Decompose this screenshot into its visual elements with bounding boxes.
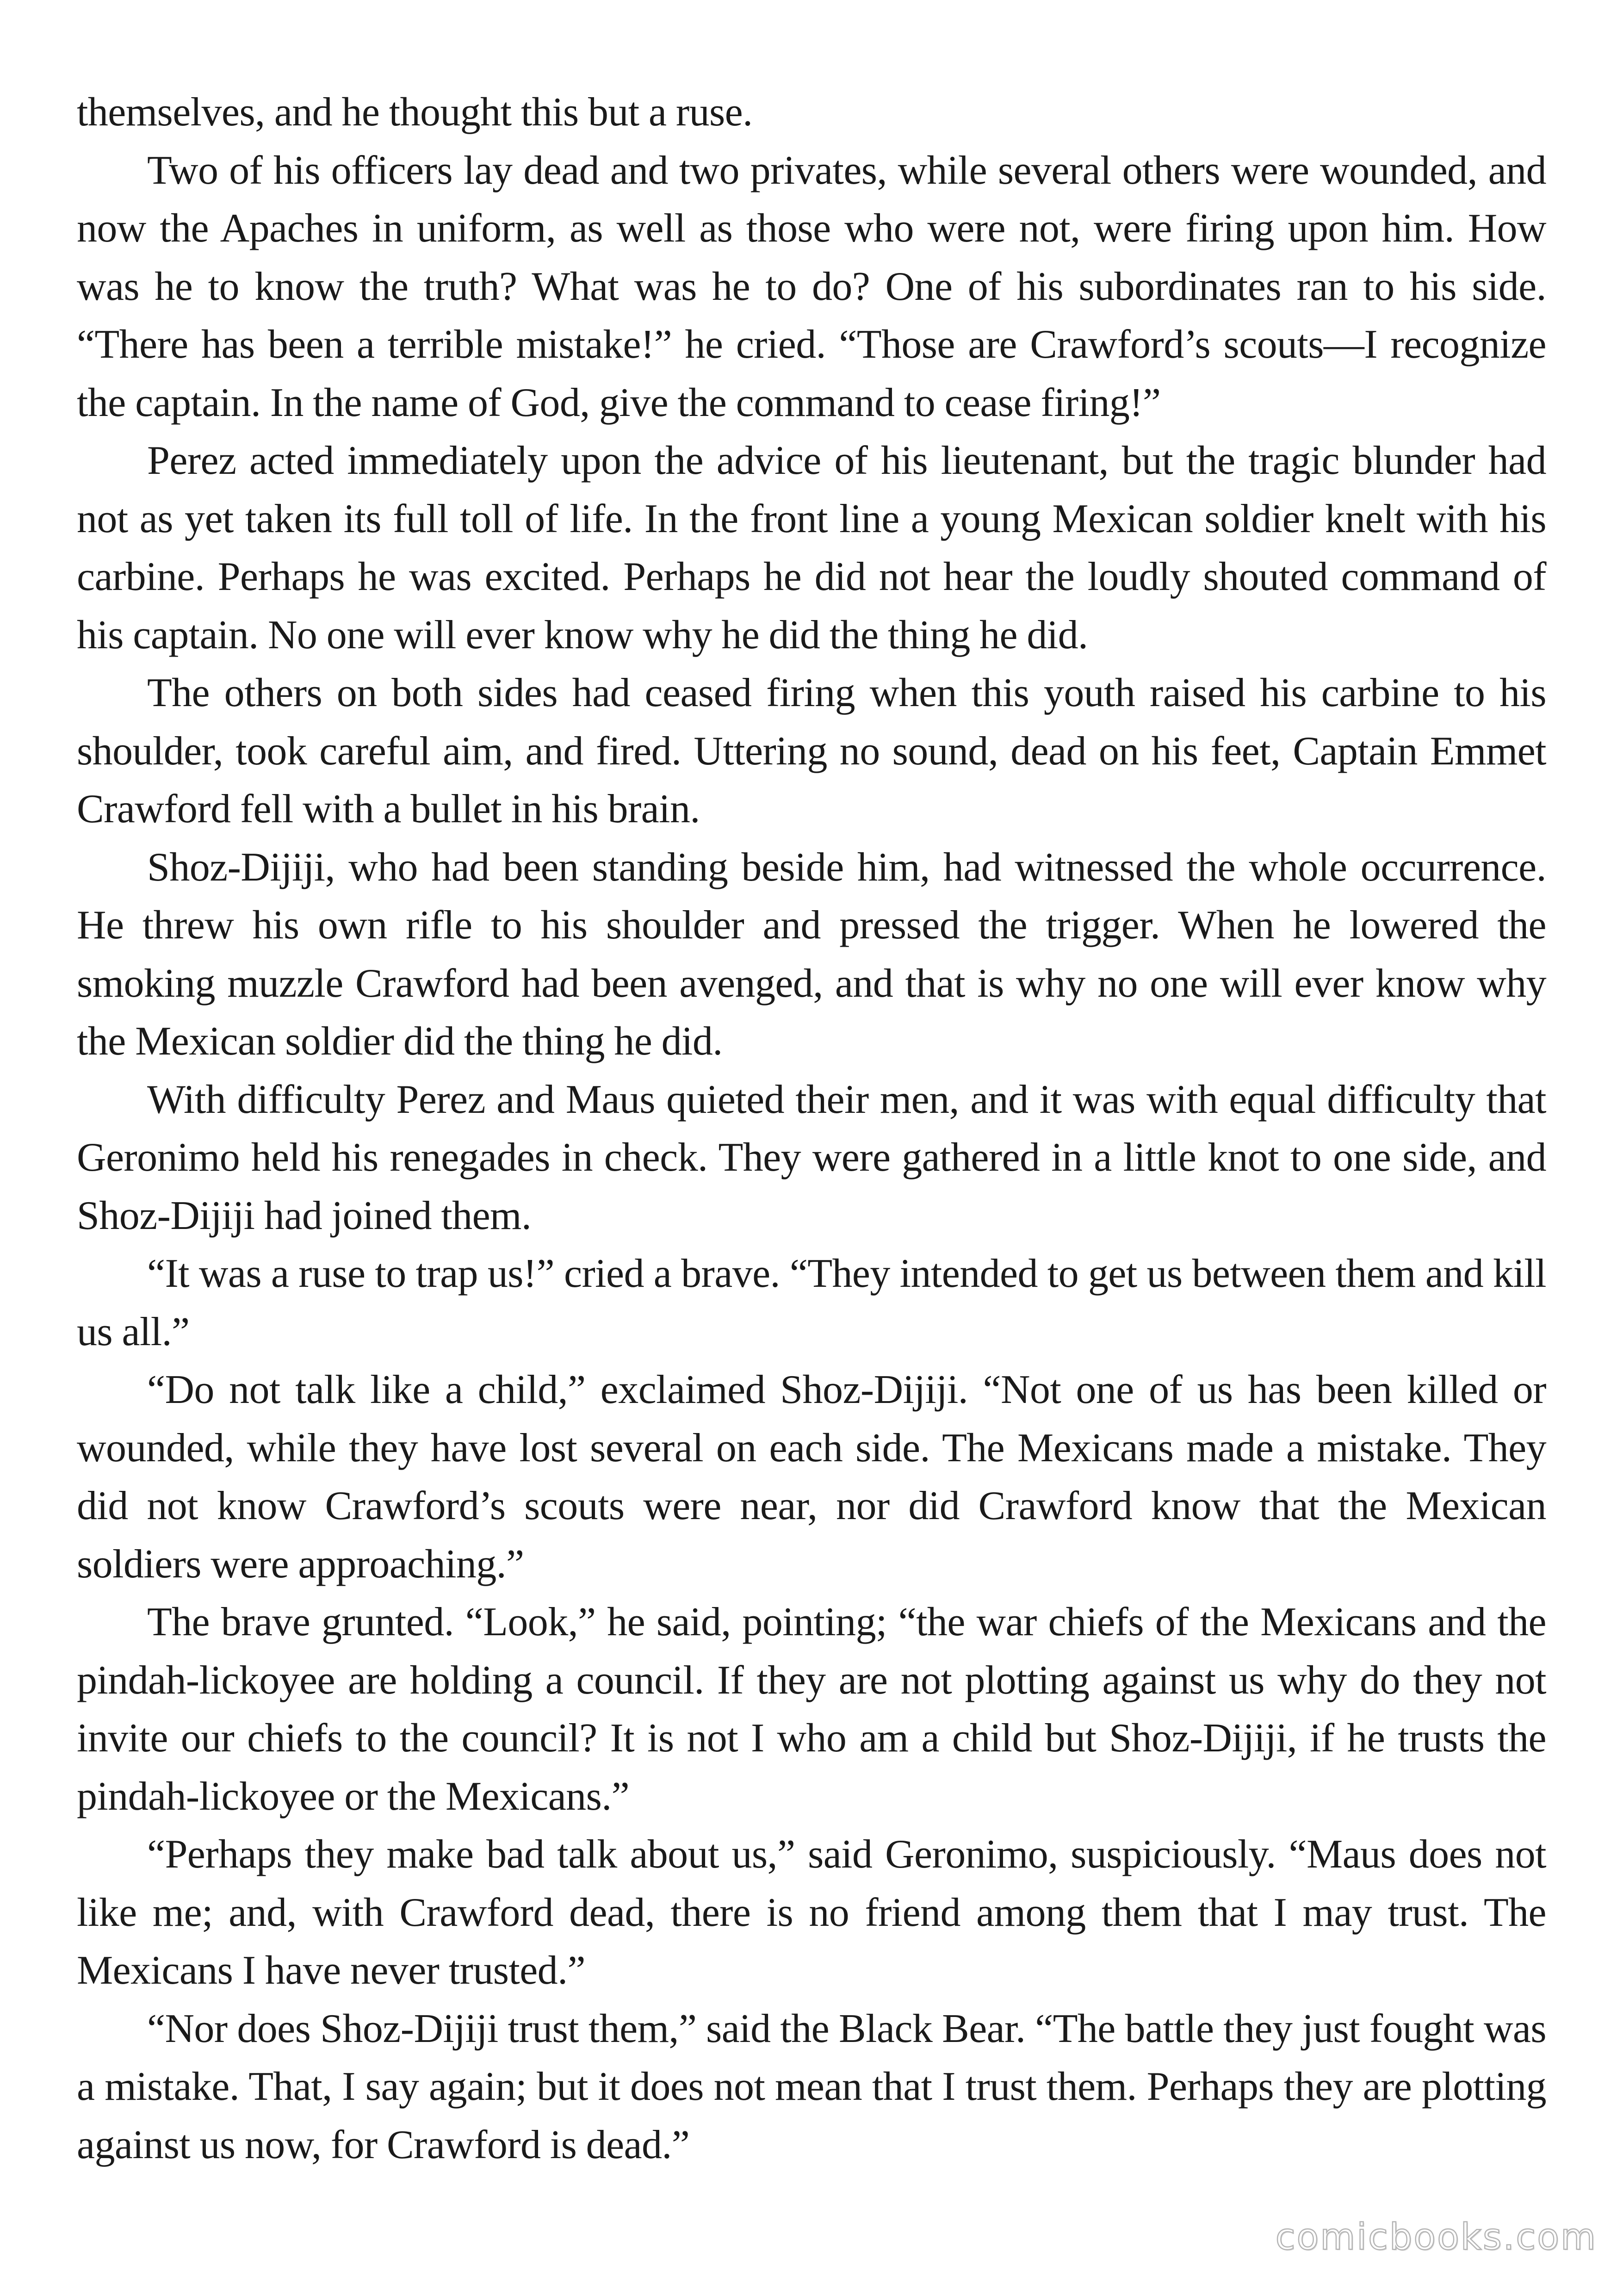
page-body — [77, 83, 1546, 2174]
paragraph-10: “Perhaps they make bad talk about us,” said Geronimo, suspiciously. “Maus does not like me; and, with Crawford dead, there is no friend among them that I may trust. The Mexicans I have never trusted.” — [77, 1832, 1546, 1993]
paragraph-11: “Nor does Shoz-Dijiji trust them,” said the Black Bear. “The battle they just fought was a mistake. That, I say again; but it does not mean that I trust them. Perhaps they are plotting against us now, for Crawford is dead.” — [77, 2006, 1546, 2167]
paragraph-1: themselves, and he thought this but a ruse. — [77, 90, 753, 135]
paragraph-3: Perez acted immediately upon the advice of his lieutenant, but the tragic blunder had not as yet taken its full toll of life. In the front line a young Mexican soldier knelt with his carbine. Perhaps he was excited. Perhaps he did not hear the loudly shouted command of his captain. No one will ever know why he did the thing he did. — [77, 438, 1546, 658]
paragraph-9: The brave grunted. “Look,” he said, pointing; “the war chiefs of the Mexicans and the pindah-lickoyee are holding a council. If they are not plotting against us why do they not invite our chiefs to the council? It is not I who am a child but Shoz-Dijiji, if he trusts the pindah-lickoyee or the Mexicans.” — [77, 1600, 1546, 1819]
watermark-text: comicbooks.com — [1275, 2216, 1597, 2258]
paragraph-8: “Do not talk like a child,” exclaimed Shoz-Dijiji. “Not one of us has been killed or wounded, while they have lost several on each side. The Mexicans made a mistake. They did not know Crawford’s scouts were near, nor did Crawford know that the Mexican soldiers were approaching.” — [77, 1367, 1546, 1587]
paragraph-6: With difficulty Perez and Maus quieted their men, and it was with equal difficulty that Geronimo held his renegades in check. They were gathered in a little knot to one side, and Shoz-Dijiji had joined them. — [77, 1077, 1546, 1238]
paragraph-4: The others on both sides had ceased firing when this youth raised his carbine to his shoulder, took careful aim, and fired. Uttering no sound, dead on his feet, Captain Emmet Crawford fell with a bullet in his brain. — [77, 670, 1546, 832]
paragraph-7: “It was a ruse to trap us!” cried a brave. “They intended to get us between them and kill us all.” — [77, 1251, 1546, 1354]
paragraph-5: Shoz-Dijiji, who had been standing beside him, had witnessed the whole occurrence. He threw his own rifle to his shoulder and pressed the trigger. When he lowered the smoking muzzle Crawford had been avenged, and that is why no one will ever know why the Mexican soldier did the thing he did. — [77, 844, 1546, 1064]
paragraph-2: Two of his officers lay dead and two privates, while several others were wounded, and now the Apaches in uniform, as well as those who were not, were firing upon him. How was he to know the truth? What was he to do? One of his subordinates ran to his side. “There has been a terrible mistake!” he cried. “Those are Crawford’s scouts—I recognize the captain. In the name of God, give the command to cease firing!” — [77, 148, 1546, 425]
